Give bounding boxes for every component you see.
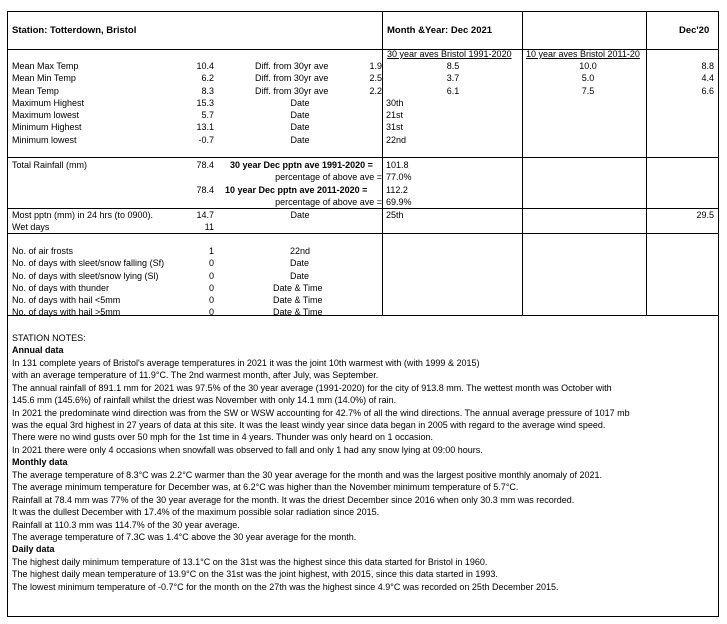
extreme-date-label: Date (290, 135, 310, 145)
count-label: No. of days with sleet/snow lying (Sl) (12, 271, 159, 281)
count-date: Date & Time (273, 307, 323, 317)
ave10-value: 5.0 (581, 73, 595, 83)
diff-value: 2.5 (369, 73, 382, 83)
wet-days-value: 11 (204, 222, 214, 232)
row-divider (7, 157, 719, 158)
diff-value: 1.9 (369, 61, 382, 71)
extreme-date: 21st (386, 110, 404, 120)
aves-1991-header: 30 year aves Bristol 1991-2020 (387, 49, 512, 59)
note-line: The average temperature of 8.3°C was 2.2°C warmer than the 30 year average for the month and was the largest positive monthly anomaly of 2021. (12, 470, 603, 480)
count-label: No. of days with hail >5mm (12, 307, 121, 317)
note-line: In 131 complete years of Bristol's average temperatures in 2021 it was the joint 10th warmest with (with 1999 & 2015) (12, 358, 480, 368)
extreme-date-label: Date (290, 122, 310, 132)
rainfall-pct10: 69.9% (386, 197, 412, 207)
ave30-value: 8.5 (446, 61, 460, 71)
ave10-value: 7.5 (581, 86, 595, 96)
rainfall-ave10-value: 112.2 (386, 185, 408, 195)
note-line: The annual rainfall of 891.1 mm for 2021 was 97.5% of the 30 year average (1991-2020) for the city of 913.8 mm. The wettest month was October with (12, 383, 612, 393)
count-value: 0 (209, 258, 215, 268)
note-line: Rainfall at 110.3 mm was 114.7% of the 30 year average. (12, 520, 240, 530)
daily-title: Daily data (12, 544, 55, 554)
count-value: 1 (209, 246, 215, 256)
count-value: 0 (209, 271, 215, 281)
rainfall-ave30-value: 101.8 (386, 160, 409, 170)
count-date: 22nd (290, 246, 311, 256)
note-line: The lowest minimum temperature of -0.7°C for the month on the 27th was the highest since 4.9°C was recorded on 25th December 2015. (12, 582, 559, 592)
extreme-date: 22nd (386, 135, 407, 145)
note-line: was the equal 3rd highest in 27 years of data at this site. It was the least windy year since data began in 2005 with regard to the average wind speed. (12, 420, 606, 430)
note-line: There were no wind gusts over 50 mph for the 1st time in 4 years. Thunder was only heard on 1 occasion. (12, 432, 434, 442)
rainfall-pct-label-2: percentage of above ave = (275, 197, 382, 207)
count-label: No. of days with hail <5mm (12, 295, 121, 305)
month-year: Month &Year: Dec 2021 (387, 25, 493, 36)
prev-value: 8.8 (701, 61, 714, 71)
count-date: Date (290, 258, 310, 268)
ave10-value: 10.0 (579, 61, 597, 71)
note-line: The average minimum temperature for December was, at 6.2°C was higher than the November minimum temperature of 5.7°C. (12, 482, 519, 492)
count-label: No. of days with sleet/snow falling (Sf) (12, 258, 165, 268)
rainfall-label: Total Rainfall (mm) (12, 160, 88, 170)
rainfall-value-2: 78.4 (196, 185, 214, 195)
prev-year-header: Dec'20 (679, 25, 710, 36)
col-divider (382, 11, 383, 315)
temp-value: 6.2 (201, 73, 214, 83)
note-line: Rainfall at 78.4 mm was 77% of the 30 year average for the month. It was the driest December since 2016 when only 30.3 mm was recorded. (12, 495, 575, 505)
rainfall-ave30-label: 30 year Dec pptn ave 1991-2020 = (230, 160, 373, 170)
extreme-value: 13.1 (196, 122, 214, 132)
count-value: 0 (209, 283, 215, 293)
temp-label: Mean Temp (12, 86, 59, 96)
extreme-value: 15.3 (196, 98, 214, 108)
extreme-date: 31st (386, 122, 404, 132)
temp-label: Mean Min Temp (12, 73, 76, 83)
most-pptn-prev: 29.5 (696, 210, 714, 220)
extreme-value: -0.7 (198, 135, 214, 145)
extreme-label: Minimum Highest (12, 122, 82, 132)
count-date: Date (290, 271, 310, 281)
aves-2011-header: 10 year aves Bristol 2011-20 (526, 49, 640, 59)
rainfall-pct-label: percentage of above ave = (275, 172, 382, 182)
extreme-value: 5.7 (201, 110, 214, 120)
prev-value: 6.6 (701, 86, 714, 96)
row-divider (7, 208, 719, 209)
diff-value: 2.2 (369, 86, 382, 96)
prev-value: 4.4 (701, 73, 714, 83)
extreme-label: Minimum lowest (12, 135, 77, 145)
ave30-value: 6.1 (446, 86, 460, 96)
count-date: Date & Time (273, 295, 323, 305)
most-pptn-value: 14.7 (196, 210, 214, 220)
annual-title: Annual data (12, 345, 64, 355)
note-line: The average temperature of 7.3C was 1.4°C above the 30 year average for the month. (12, 532, 357, 542)
diff-label: Diff. from 30yr ave (255, 61, 329, 71)
diff-label: Diff. from 30yr ave (255, 86, 329, 96)
count-value: 0 (209, 307, 215, 317)
count-label: No. of air frosts (12, 246, 74, 256)
note-line: 145.6 mm (145.6%) of rainfall whilst the driest was November with only 14.1 mm (14.0%) of rain. (12, 395, 397, 405)
row-divider (7, 233, 719, 234)
notes-title: STATION NOTES: (12, 333, 86, 343)
extreme-date-label: Date (290, 98, 310, 108)
note-line: The highest daily mean temperature of 13.9°C on the 31st was the joint highest, with 2015, since this data started in 1993. (12, 569, 498, 579)
ave30-value: 3.7 (446, 73, 460, 83)
note-line: In 2021 the predominate wind direction was from the SW or WSW accounting for 42.7% of all the wind directions. The annual average pressure of 1017 mb (12, 408, 630, 418)
col-divider (646, 11, 647, 315)
note-line: In 2021 there were only 4 occasions when snowfall was observed to fall and only 1 had any snow lying at 09:00 hours. (12, 445, 483, 455)
temp-value: 10.4 (196, 61, 214, 71)
note-line: with an average temperature of 11.9°C. The 2nd warmest month, after July, was September. (12, 370, 379, 380)
most-pptn-date-label: Date (290, 210, 310, 220)
count-date: Date & Time (273, 283, 323, 293)
rainfall-pct30: 77.0% (386, 172, 412, 182)
wet-days-label: Wet days (12, 222, 50, 232)
most-pptn-date: 25th (386, 210, 404, 220)
extreme-label: Maximum lowest (12, 110, 80, 120)
station-title: Station: Totterdown, Bristol (12, 25, 137, 36)
note-line: The highest daily minimum temperature of 13.1°C on the 31st was the highest since this data started for Bristol in 1960. (12, 557, 488, 567)
rainfall-ave10-label: 10 year Dec pptn ave 2011-2020 = (225, 185, 368, 195)
diff-label: Diff. from 30yr ave (255, 73, 329, 83)
note-line: It was the dullest December with 17.4% of the maximum possible solar radiation since 2015. (12, 507, 380, 517)
monthly-title: Monthly data (12, 457, 68, 467)
most-pptn-label: Most pptn (mm) in 24 hrs (to 0900). (12, 210, 154, 220)
extreme-date: 30th (386, 98, 404, 108)
extreme-date-label: Date (290, 110, 310, 120)
temp-value: 8.3 (201, 86, 214, 96)
rainfall-value: 78.4 (196, 160, 214, 170)
temp-label: Mean Max Temp (12, 61, 79, 71)
count-value: 0 (209, 295, 215, 305)
col-divider (522, 11, 523, 315)
count-label: No. of days with thunder (12, 283, 110, 293)
extreme-label: Maximum Highest (12, 98, 85, 108)
